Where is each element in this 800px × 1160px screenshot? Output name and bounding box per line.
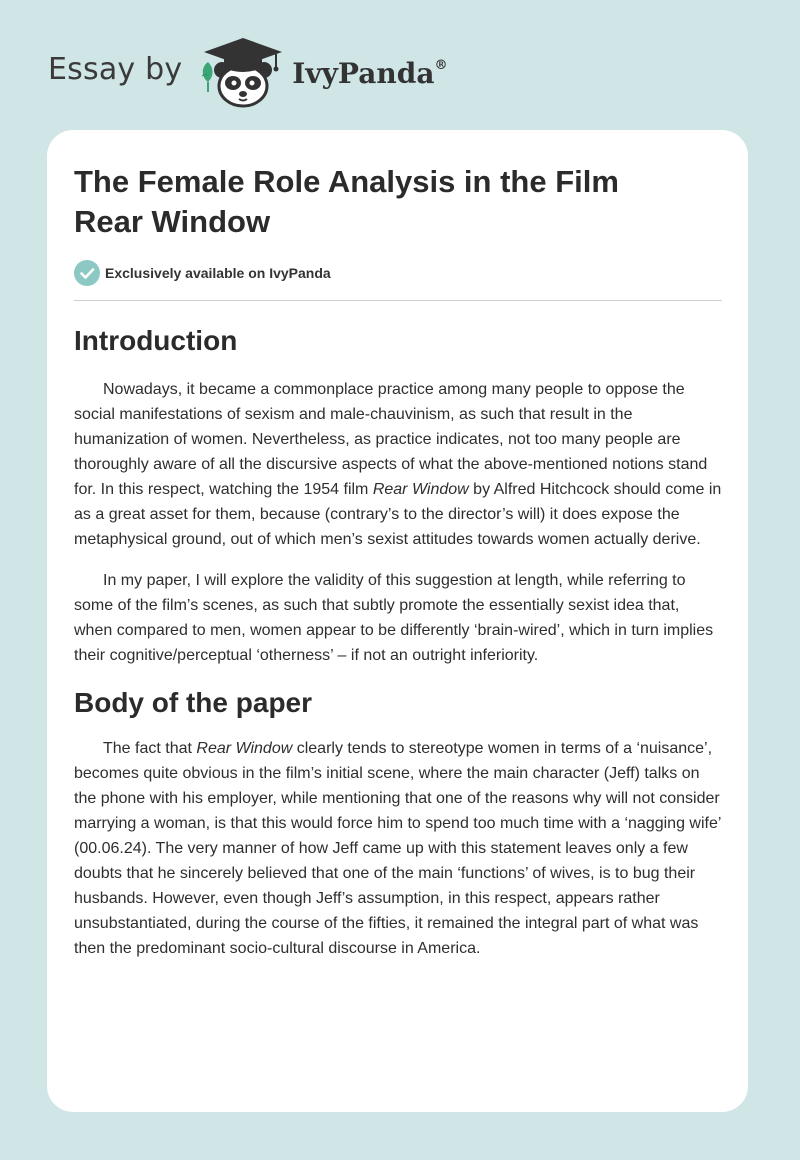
essay-title: The Female Role Analysis in the Film Rear Window xyxy=(74,164,619,239)
check-circle-icon xyxy=(74,260,100,286)
film-title-italic: Rear Window xyxy=(372,481,469,498)
paragraph-intro-1: Nowadays, it became a commonplace practice among many people to oppose the social manifestations of sexism and male-chauvinism, as such that result in the humanization of women. Nevertheless, as practice indicates, not too many people are thoroughly aware of all the discursive aspects of what the above-mentioned notions stand for. In this respect, watching the 1954 film Rear Window by Alfred Hitchcock should come in as a great asset for them, because (contrary’s to the director’s will) it does expose the metaphysical ground, out of which men’s sexist attitudes towards women actually derive. xyxy=(74,381,722,548)
brand-prefix: Essay by xyxy=(48,51,183,87)
essay-card xyxy=(47,130,748,1112)
paragraph-intro-2: In my paper, I will explore the validity of this suggestion at length, while referring to some of the film’s scenes, as such that subtly promote the essentially sexist idea that, when compared to men, women appear to be differently ‘brain-wired’, which in turn implies their cognitive/perceptual ‘otherness’ – if not an outright inferiority. xyxy=(74,572,714,664)
section-heading-body: Body of the paper xyxy=(74,687,313,718)
exclusive-badge xyxy=(74,259,722,287)
panda-graduate-icon xyxy=(196,36,288,108)
paragraph-body-1: The fact that Rear Window clearly tends to stereotype women in terms of a ‘nuisance’, becomes quite obvious in the film’s initial scene, where the main character (Jeff) talks on the phone with his employer, while mentioning that one of the reasons why will not consider marrying a woman, is that this would force him to spend too much time with a ‘nagging wife’ (00.06.24). The very manner of how Jeff came up with this statement leaves only a few doubts that he sincerely believed that one of the main ‘functions’ of wives, is to bug their husbands. However, even though Jeff’s assumption, in this respect, appears rather unsubstantiated, during the course of the fifties, it remained the integral part of what was then the predominant socio-cultural discourse in America. xyxy=(74,740,721,957)
brand-header[interactable] xyxy=(48,36,447,108)
divider xyxy=(74,300,722,301)
film-title-italic: Rear Window xyxy=(196,740,293,757)
section-heading-introduction: Introduction xyxy=(74,325,238,356)
badge-text: Exclusively available on IvyPanda xyxy=(105,265,331,281)
brand-name: IvyPanda® xyxy=(292,56,448,90)
registered-mark: ® xyxy=(434,57,448,73)
